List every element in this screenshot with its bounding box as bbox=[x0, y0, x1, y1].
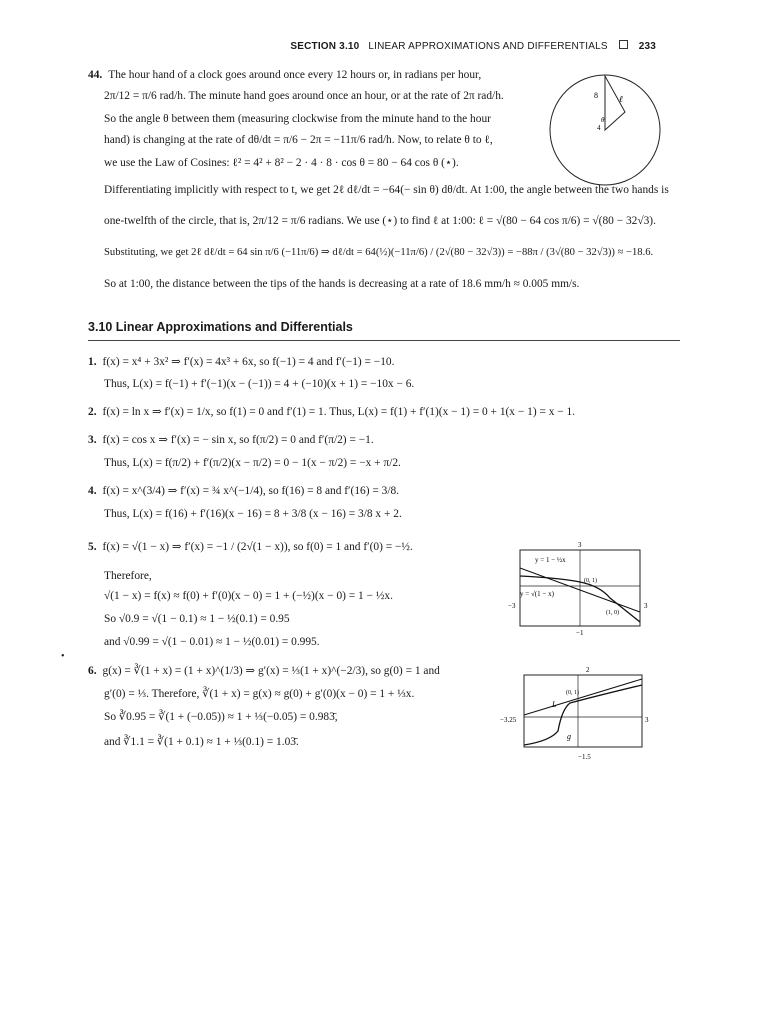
bottom-label: −1 bbox=[576, 629, 584, 637]
right-label: 3 bbox=[645, 716, 649, 724]
problem-number: 6. bbox=[88, 665, 97, 677]
problem-44-line-2: 2π/12 = π/6 rad/h. The minute hand goes around once an hour, or at the rate of 2π rad/h. bbox=[104, 90, 504, 102]
problem-44-line-3: So the angle θ between them (measuring clockwise from the minute hand to the hour bbox=[104, 113, 491, 125]
problem-5-line-1 bbox=[88, 540, 413, 554]
stray-mark: • bbox=[61, 651, 65, 662]
problem-text: f(x) = ln x ⇒ f′(x) = 1/x, so f(1) = 0 and f′(1) = 1. Thus, L(x) = f(1) + f′(1)(x − 1) = 0 + 1(x − 1) = x − 1. bbox=[102, 406, 576, 418]
top-label: 2 bbox=[586, 666, 590, 674]
section-divider bbox=[88, 340, 680, 341]
problem-44-line-5: we use the Law of Cosines: ℓ² = 4² + 8² − 2 · 4 · 8 · cos θ = 80 − 64 cos θ (⋆). bbox=[104, 157, 459, 169]
problem-4-line-2: Thus, L(x) = f(16) + f′(16)(x − 16) = 8 + 3/8 (x − 16) = 3/8 x + 2. bbox=[104, 508, 402, 520]
problem-1-line-1 bbox=[88, 355, 394, 369]
point-0-1-label: (0, 1) bbox=[566, 690, 579, 696]
label-theta: θ bbox=[601, 116, 605, 124]
graph-problem-5 bbox=[500, 538, 668, 638]
problem-5-line-4: So √0.9 = √(1 − 0.1) ≈ 1 − ½(0.1) = 0.95 bbox=[104, 613, 290, 625]
problem-2-line-1 bbox=[88, 405, 575, 419]
problem-3-line-2: Thus, L(x) = f(π/2) + f′(π/2)(x − π/2) = 0 − 1(x − π/2) = −x + π/2. bbox=[104, 457, 401, 469]
problem-text: f(x) = x^(3/4) ⇒ f′(x) = ¾ x^(−1/4), so f(16) = 8 and f′(16) = 3/8. bbox=[102, 485, 400, 497]
point-0-1-label: (0, 1) bbox=[584, 578, 597, 584]
problem-44-line-6: Differentiating implicitly with respect to t, we get 2ℓ dℓ/dt = −64(− sin θ) dθ/dt. At 1:00, the angle between the two hands is bbox=[104, 184, 669, 196]
problem-text: g(x) = ∛(1 + x) = (1 + x)^(1/3) ⇒ g′(x) = ⅓(1 + x)^(−2/3), so g(0) = 1 and bbox=[102, 665, 440, 677]
problem-number: 44. bbox=[88, 69, 103, 81]
label-8: 8 bbox=[594, 91, 598, 100]
problem-number: 2. bbox=[88, 406, 97, 418]
problem-44-line-7: one-twelfth of the circle, that is, 2π/12 = π/6 radians. We use (⋆) to find ℓ at 1:00: ℓ = √(80 − 64 cos π/6) = √(80 − 32√3). bbox=[104, 215, 656, 227]
section-number: SECTION 3.10 bbox=[290, 41, 360, 52]
problem-number: 4. bbox=[88, 485, 97, 497]
problem-44-line-9: So at 1:00, the distance between the tips of the hands is decreasing at a rate of 18.6 mm/h ≈ 0.005 mm/s. bbox=[104, 278, 580, 290]
problem-6-line-1 bbox=[88, 664, 440, 678]
problem-6-line-4: and ∛1.1 = ∛(1 + 0.1) ≈ 1 + ⅓(0.1) = 1.03̄. bbox=[104, 736, 299, 748]
problem-text: f(x) = √(1 − x) ⇒ f′(x) = −1 / (2√(1 − x)), so f(0) = 1 and f′(0) = −½. bbox=[102, 541, 413, 553]
problem-1-line-2: Thus, L(x) = f(−1) + f′(−1)(x − (−1)) = 4 + (−10)(x + 1) = −10x − 6. bbox=[104, 378, 415, 390]
square-icon bbox=[619, 40, 628, 49]
problem-number: 3. bbox=[88, 434, 97, 446]
right-label: 3 bbox=[644, 602, 648, 610]
bottom-label: −1.5 bbox=[578, 753, 591, 761]
left-label: −3 bbox=[508, 602, 516, 610]
problem-6-line-2: g′(0) = ⅓. Therefore, ∛(1 + x) = g(x) ≈ g(0) + g′(0)(x − 0) = 1 + ⅓x. bbox=[104, 688, 415, 700]
L-label: L bbox=[552, 700, 557, 709]
label-l: ℓ bbox=[619, 94, 623, 104]
problem-5-line-3: √(1 − x) = f(x) ≈ f(0) + f′(0)(x − 0) = 1 + (−½)(x − 0) = 1 − ½x. bbox=[104, 590, 393, 602]
problem-44-line-8: Substituting, we get 2ℓ dℓ/dt = 64 sin π/6 (−11π/6) ⇒ dℓ/dt = 64(½)(−11π/6) / (2√(80 − 32√3)) = −88π / (3√(80 − 32√3)) ≈ −18.6. bbox=[104, 247, 654, 258]
problem-5-line-5: and √0.99 = √(1 − 0.01) ≈ 1 − ½(0.01) = 0.995. bbox=[104, 636, 320, 648]
problem-4-line-1 bbox=[88, 484, 399, 498]
label-4: 4 bbox=[597, 124, 601, 132]
page-number: 233 bbox=[638, 41, 656, 52]
tangent-line-L bbox=[524, 679, 642, 715]
section-running-title: LINEAR APPROXIMATIONS AND DIFFERENTIALS bbox=[368, 41, 608, 52]
clock-figure bbox=[545, 72, 667, 190]
line-label: y = 1 − ½x bbox=[535, 556, 566, 564]
left-label: −3.25 bbox=[500, 716, 517, 724]
cube-root-curve-g bbox=[524, 685, 642, 745]
page-header bbox=[290, 40, 656, 52]
g-label: g bbox=[567, 732, 571, 741]
problem-5-line-2: Therefore, bbox=[104, 570, 152, 582]
curve-label: y = √(1 − x) bbox=[520, 590, 554, 598]
graph-frame bbox=[524, 675, 642, 747]
problem-text: f(x) = cos x ⇒ f′(x) = − sin x, so f(π/2) = 0 and f′(π/2) = −1. bbox=[102, 434, 374, 446]
section-title: 3.10 Linear Approximations and Differentials bbox=[88, 320, 353, 334]
problem-number: 5. bbox=[88, 541, 97, 553]
problem-text: f(x) = x⁴ + 3x² ⇒ f′(x) = 4x³ + 6x, so f(−1) = 4 and f′(−1) = −10. bbox=[102, 356, 395, 368]
graph-problem-6 bbox=[500, 665, 668, 765]
problem-number: 1. bbox=[88, 356, 97, 368]
top-label: 3 bbox=[578, 541, 582, 549]
problem-44-line-1 bbox=[88, 68, 481, 82]
problem-3-line-1 bbox=[88, 433, 374, 447]
problem-6-line-3: So ∛0.95 = ∛(1 + (−0.05)) ≈ 1 + ⅓(−0.05) = 0.983̄, bbox=[104, 711, 338, 723]
point-1-0-label: (1, 0) bbox=[606, 610, 619, 616]
problem-text: The hour hand of a clock goes around once every 12 hours or, in radians per hour, bbox=[108, 69, 482, 81]
problem-44-line-4: hand) is changing at the rate of dθ/dt = π/6 − 2π = −11π/6 rad/h. Now, to relate θ to ℓ, bbox=[104, 134, 493, 146]
